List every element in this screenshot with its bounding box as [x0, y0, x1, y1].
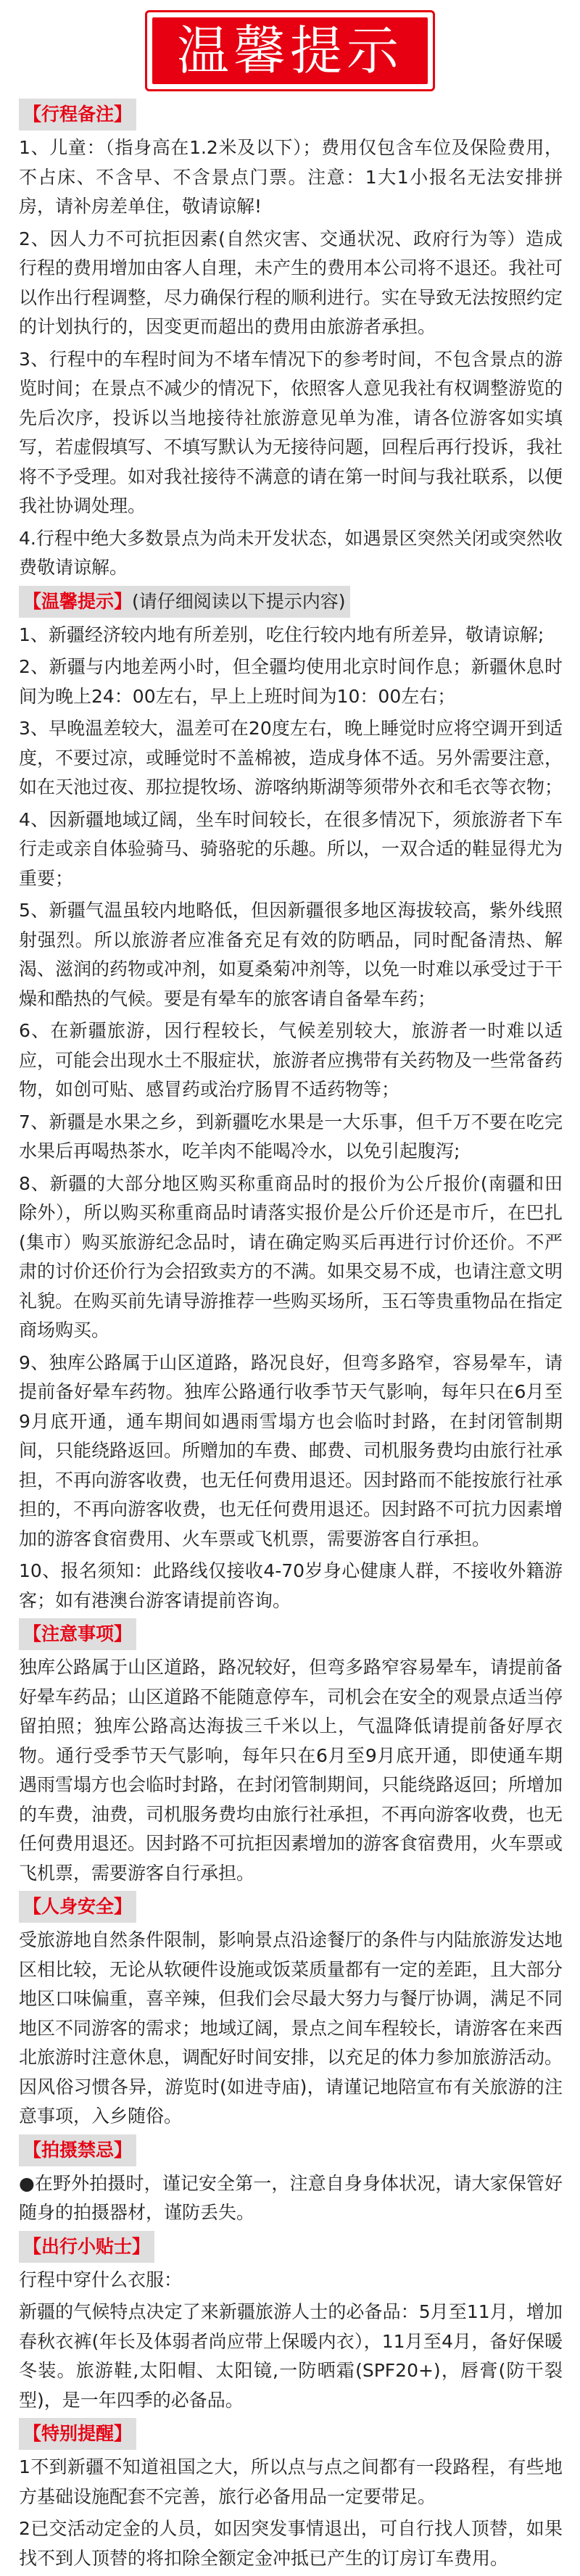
paragraph: 1、儿童：（指身高在1.2米及以下）；费用仅包含车位及保险费用，不占床、不含早、不含景点门票。注意：1大1小报名无法安排拼房，请补房差单住，敬请谅解!	[19, 137, 563, 217]
section-header: 【行程备注】	[19, 99, 136, 131]
section-header: 【特别提醒】	[19, 2418, 136, 2450]
section-photography-taboos	[19, 2134, 563, 2228]
paragraph: 5、新疆气温虽较内地略低，但因新疆很多地区海拔较高，紫外线照射强烈。所以旅游者应准备充足有效的防晒品，同时配备清热、解渴、滋润的药物或冲剂，如夏桑菊冲剂等，以免一时难以承受过于干燥和酷热的气候。要是有晕车的旅客请自备晕车药；	[19, 900, 563, 1009]
paragraph: 3、行程中的车程时间为不堵车情况下的参考时间，不包含景点的游览时间；在景点不减少的情况下，依照客人意见我社有权调整游览的先后次序，投诉以当地接待社旅游意见单为准，请各位游客如实填写，若虚假填写、不填写默认为无接待问题，回程后再行投诉，我社将不予受理。如对我社接待不满意的请在第一时间与我社联系，以便我社协调处理。	[19, 348, 563, 516]
section-warm-tips	[19, 586, 563, 1616]
section-header: 【出行小贴士】	[19, 2231, 154, 2263]
section-special-reminder	[19, 2418, 563, 2573]
paragraph: 3、早晚温差较大，温差可在20度左右，晚上睡觉时应将空调开到适度，不要过凉，或睡觉时不盖棉被，造成身体不适。另外需要注意，如在天池过夜、那拉提牧场、游喀纳斯湖等须带外衣和毛衣等衣物；	[19, 718, 563, 798]
paragraph: 2已交活动定金的人员，如因突发事情退出，可自行找人顶替，如果找不到人顶替的将扣除全额定金冲抵已产生的订房订车费用。	[19, 2518, 563, 2569]
section-header: 【注意事项】	[19, 1618, 136, 1650]
paragraph: 7、新疆是水果之乡，到新疆吃水果是一大乐事，但千万不要在吃完水果后再喝热茶水，吃羊肉不能喝冷水，以免引起腹泻;	[19, 1111, 563, 1161]
paragraph: 新疆的气候特点决定了来新疆旅游人士的必备品：5月至11月，增加春秋衣裤(年长及体弱者尚应带上保暖内衣），11月至4月，备好保暖冬装。旅游鞋,太阳帽、太阳镜,一防晒霜(SPF20+)，唇膏(防干裂型)，是一年四季的必备品。	[19, 2301, 563, 2411]
section-header-subtitle: (请仔细阅读以下提示内容)	[132, 590, 346, 612]
paragraph: 2、因人力不可抗拒因素(自然灾害、交通状况、政府行为等）造成行程的费用增加由客人自理，未产生的费用本公司将不退还。我社可以作出行程调整，尽力确保行程的顺利进行。实在导致无法按照约定的计划执行的，因变更而超出的费用由旅游者承担。	[19, 228, 563, 337]
paragraph: 10、报名须知：此路线仅接收4-70岁身心健康人群，不接收外籍游客；如有港澳台游客请提前咨询。	[19, 1560, 563, 1611]
paragraph: ●在野外拍摄时，谨记安全第一，注意自身身体状况，请大家保管好随身的拍摄器材，谨防丢失。	[19, 2172, 563, 2223]
title-banner	[145, 10, 435, 91]
section-precautions	[19, 1618, 563, 1888]
page-title: 温馨提示	[152, 17, 428, 84]
paragraph: 4.行程中绝大多数景点为尚未开发状态，如遇景区突然关闭或突然收费敬请谅解。	[19, 527, 563, 578]
paragraph: 9、独库公路属于山区道路，路况良好，但弯多路窄，容易晕车，请提前备好晕车药物。独库公路通行收季节天气影响，每年只在6月至9月底开通，通车期间如遇雨雪塌方也会临时封路，在封闭管制期间，只能绕路返回。所赠加的车费、邮费、司机服务费均由旅行社承担，不再向游客收费，也无任何费用退还。因封路而不能按旅行社承担的，不再向游客收费，也无任何费用退还。因封路不可抗力因素增加的游客食宿费用、火车票或飞机票，需要游客自行承担。	[19, 1351, 563, 1549]
paragraph: 独库公路属于山区道路，路况较好，但弯多路窄容易晕车，请提前备好晕车药品；山区道路不能随意停车，司机会在安全的观景点适当停留拍照；独库公路高达海拔三千米以上，气温降低请提前备好厚衣物。通行受季节天气影响，每年只在6月至9月底开通，即使通车期遇雨雪塌方也会临时封路，在封闭管制期间，只能绕路返回；所增加的车费，油费，司机服务费均由旅行社承担，不再向游客收费，也无任何费用退还。因封路不可抗拒因素增加的游客食宿费用，火车票或飞机票，需要游客自行承担。	[19, 1657, 563, 1884]
section-header-label: 【温馨提示】	[23, 590, 133, 612]
section-header: 【人身安全】	[19, 1891, 136, 1923]
paragraph: 2、新疆与内地差两小时，但全疆均使用北京时间作息；新疆休息时间为晚上24：00左右，早上上班时间为10：00左右；	[19, 656, 563, 707]
section-travel-tips	[19, 2231, 563, 2416]
content	[19, 99, 563, 2576]
paragraph: 受旅游地自然条件限制，影响景点沿途餐厅的条件与内陆旅游发达地区相比较，无论从软硬件设施或饭菜质量都有一定的差距，且大部分地区口味偏重，喜辛辣，但我们会尽最大努力与餐厅协调，满足不同地区不同游客的需求；地域辽阔，景点之间车程较长，请游客在来西北旅游时注意休息，调配好时间安排，以充足的体力参加旅游活动。因风俗习惯各异，游览时(如进寺庙)，请谨记地陪宣布有关旅游的注意事项，入乡随俗。	[19, 1929, 563, 2126]
paragraph: 1不到新疆不知道祖国之大，所以点与点之间都有一段路程，有些地方基础设施配套不完善，旅行必备用品一定要带足。	[19, 2456, 563, 2507]
section-itinerary-notes	[19, 99, 563, 583]
paragraph: 6、在新疆旅游，因行程较长，气候差别较大，旅游者一时难以适应，可能会出现水土不服症状，旅游者应携带有关药物及一些常备药物，如创可贴、感冒药或治疗肠胃不适药物等；	[19, 1020, 563, 1100]
section-header: 【拍摄禁忌】	[19, 2134, 136, 2166]
paragraph: 4、因新疆地域辽阔，坐车时间较长，在很多情况下，须旅游者下车行走或亲自体验骑马、骑骆驼的乐趣。所以，一双合适的鞋显得尤为重要；	[19, 808, 563, 889]
section-personal-safety	[19, 1891, 563, 2132]
paragraph: 8、新疆的大部分地区购买称重商品时的报价为公斤报价(南疆和田除外），所以购买称重商品时请落实报价是公斤价还是市斤，在巴扎(集市）购买旅游纪念品时，请在确定购买后再进行讨价还价。不严肃的讨价还价行为会招致卖方的不满。如果交易不成，也请注意文明礼貌。在购买前先请导游推荐一些购买场所，玉石等贵重物品在指定商场购买。	[19, 1172, 563, 1341]
paragraph: 1、新疆经济较内地有所差别，吃住行较内地有所差异，敬请谅解;	[19, 624, 544, 645]
paragraph: 行程中穿什么衣服：	[19, 2269, 183, 2290]
section-header	[19, 586, 350, 618]
